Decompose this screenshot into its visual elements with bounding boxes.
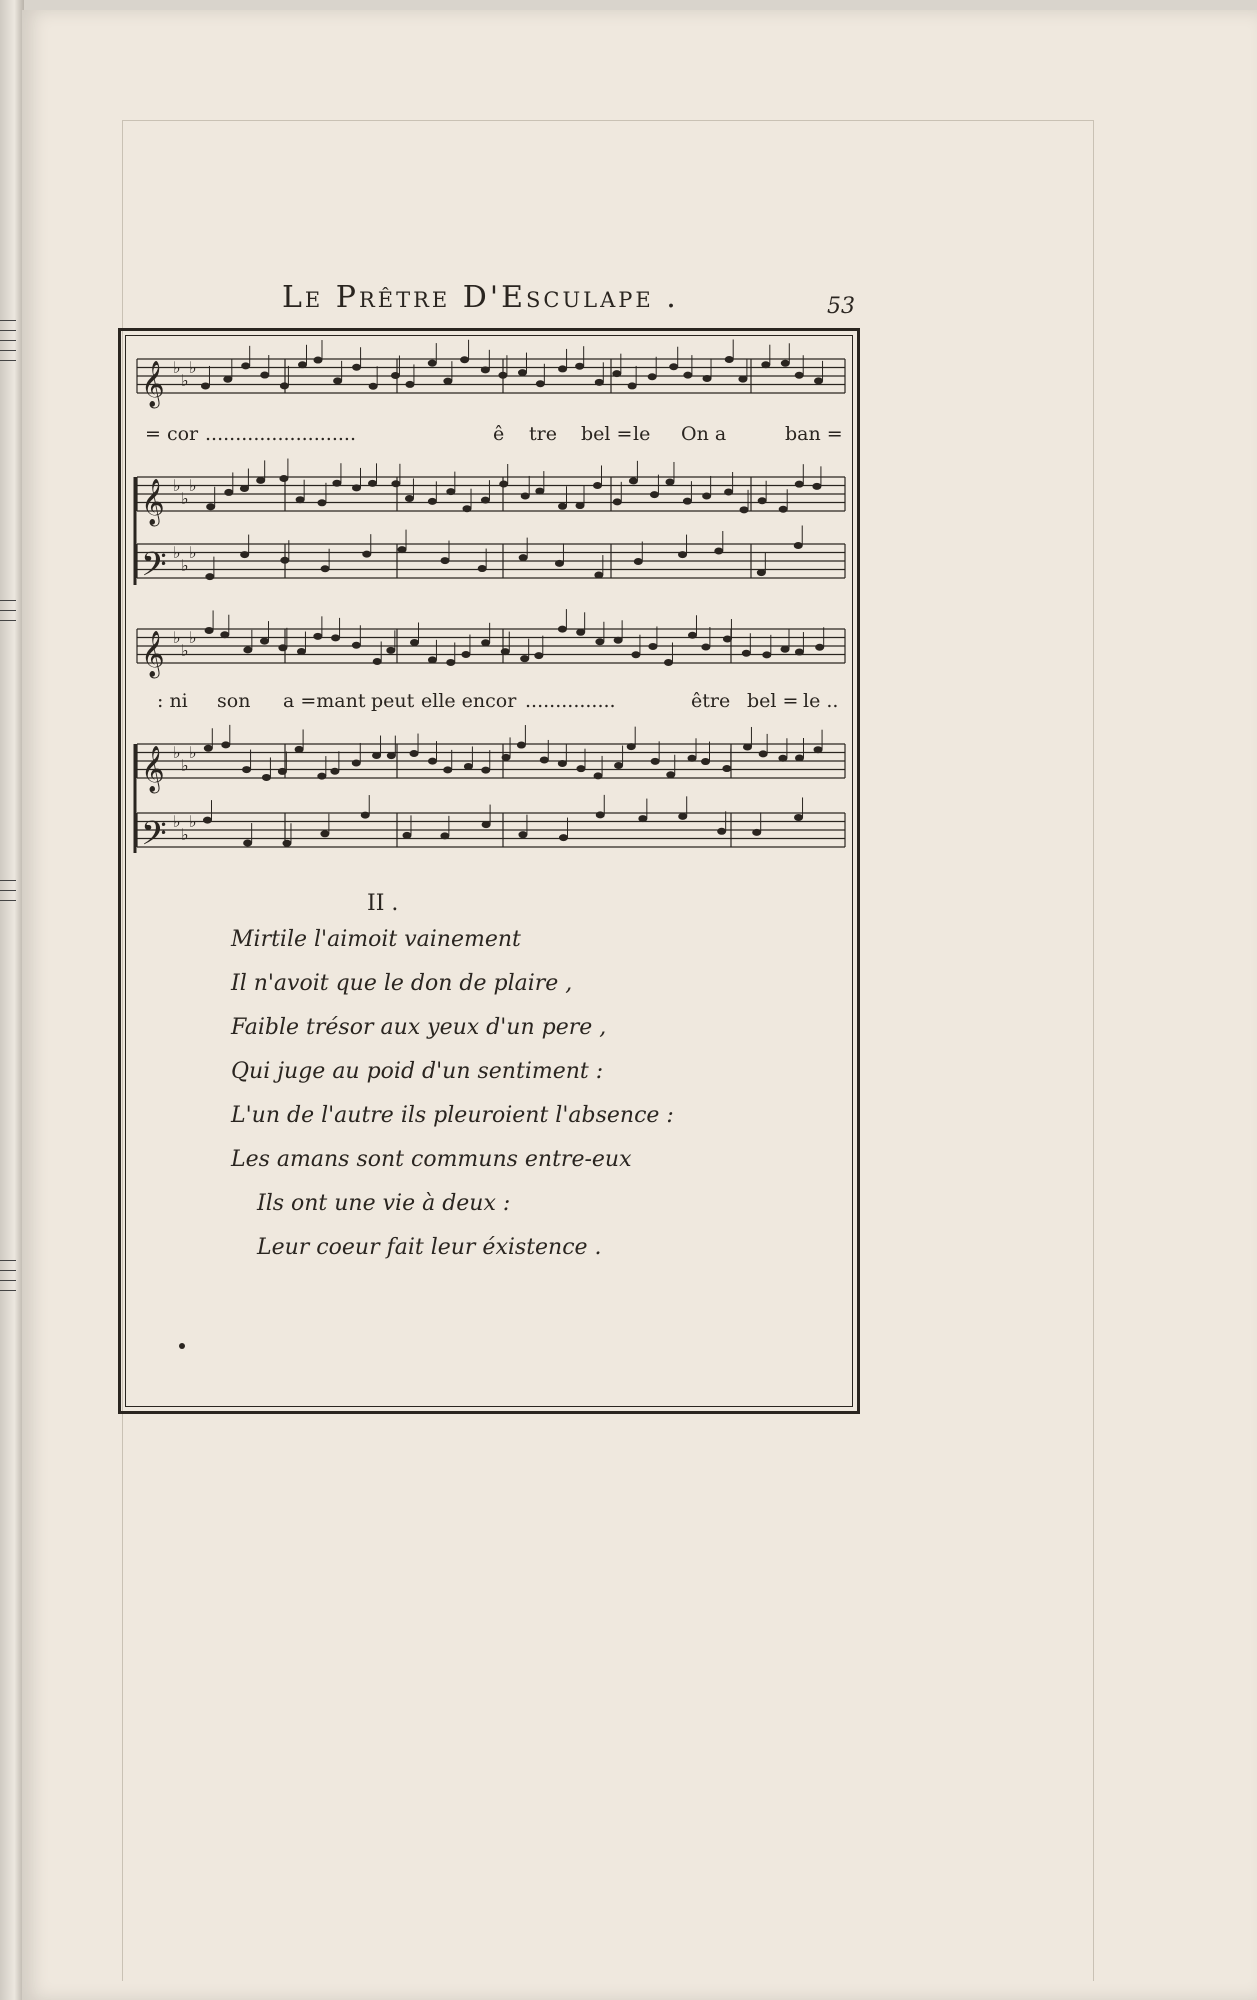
note-head <box>595 572 603 578</box>
note-head <box>576 363 584 369</box>
note-head <box>519 832 527 838</box>
lyric-syllable: le <box>633 423 651 445</box>
note-head <box>648 374 656 380</box>
note-head <box>297 649 305 655</box>
note-head <box>753 829 761 835</box>
note-head <box>478 566 486 572</box>
verse-number: II . <box>367 891 399 916</box>
note-head <box>353 364 361 370</box>
note-head <box>594 773 602 779</box>
note-head <box>679 813 687 819</box>
note-head <box>795 649 803 655</box>
verse-line: Faible trésor aux yeux d'un pere , <box>231 1015 607 1040</box>
note-head <box>703 493 711 499</box>
adjacent-page-edge <box>0 0 24 2000</box>
note-head <box>314 357 322 363</box>
note-head <box>540 757 548 763</box>
note-head <box>795 755 803 761</box>
note-head <box>203 817 211 823</box>
note-head <box>576 503 584 509</box>
note-head <box>321 831 329 837</box>
note-head <box>759 751 767 757</box>
note-head <box>559 503 567 509</box>
note-head <box>331 768 339 774</box>
verse-line: Ils ont une vie à deux : <box>257 1191 511 1216</box>
note-head <box>501 649 509 655</box>
note-head <box>224 376 232 382</box>
flat-sign: ♭ <box>189 628 197 648</box>
note-head <box>781 646 789 652</box>
note-head <box>352 760 360 766</box>
lyric-syllable: son <box>217 690 251 712</box>
lyric-syllable: bel = <box>581 423 633 445</box>
note-head <box>206 574 214 580</box>
flat-sign: ♭ <box>181 755 189 775</box>
lyric-syllable: ê <box>493 423 505 445</box>
note-head <box>261 372 269 378</box>
note-head <box>279 645 287 651</box>
clef-symbol: 𝄞 <box>141 746 165 792</box>
note-head <box>441 833 449 839</box>
note-head <box>201 383 209 389</box>
note-head <box>318 773 326 779</box>
note-heads <box>201 339 823 846</box>
note-head <box>684 372 692 378</box>
note-head <box>428 657 436 663</box>
clef-symbol: 𝄞 <box>141 361 165 407</box>
lyric-syllable: elle encor <box>421 690 517 712</box>
lyric-dots: ............... <box>525 690 616 712</box>
note-head <box>813 483 821 489</box>
note-head <box>614 637 622 643</box>
flat-sign: ♭ <box>173 743 181 763</box>
flat-sign: ♭ <box>173 812 181 832</box>
note-head <box>718 828 726 834</box>
note-head <box>398 547 406 553</box>
note-head <box>463 506 471 512</box>
flat-sign: ♭ <box>181 640 189 660</box>
note-head <box>482 822 490 828</box>
clef-symbol: 𝄢 <box>141 815 167 861</box>
clef-symbol: 𝄞 <box>141 479 165 525</box>
note-head <box>332 635 340 641</box>
note-head <box>225 489 233 495</box>
note-head <box>535 653 543 659</box>
lyric-syllable: : ni <box>157 690 188 712</box>
note-head <box>441 558 449 564</box>
note-head <box>779 755 787 761</box>
note-head <box>559 366 567 372</box>
note-head <box>715 548 723 554</box>
note-head <box>373 753 381 759</box>
note-head <box>242 363 250 369</box>
flat-sign: ♭ <box>173 358 181 378</box>
note-head <box>296 497 304 503</box>
note-head <box>207 504 215 510</box>
note-head <box>369 480 377 486</box>
note-head <box>629 478 637 484</box>
note-head <box>318 500 326 506</box>
note-head <box>670 364 678 370</box>
verse-line: Qui juge au poid d'un sentiment : <box>231 1059 604 1084</box>
note-head <box>795 481 803 487</box>
note-head <box>688 632 696 638</box>
note-head <box>613 371 621 377</box>
note-head <box>481 497 489 503</box>
lyric-syllable: On a <box>681 423 727 445</box>
note-head <box>815 378 823 384</box>
verse-line: Il n'avoit que le don de plaire , <box>231 971 573 996</box>
note-head <box>521 493 529 499</box>
note-head <box>740 507 748 513</box>
lyric-syllable: peut <box>371 690 415 712</box>
note-head <box>482 640 490 646</box>
note-head <box>683 498 691 504</box>
note-head <box>261 638 269 644</box>
note-head <box>723 636 731 642</box>
note-head <box>447 489 455 495</box>
flat-sign: ♭ <box>181 488 189 508</box>
note-head <box>536 488 544 494</box>
flat-sign: ♭ <box>189 743 197 763</box>
note-head <box>392 481 400 487</box>
running-head <box>262 272 862 322</box>
note-head <box>743 744 751 750</box>
note-head <box>763 652 771 658</box>
note-head <box>444 767 452 773</box>
note-head <box>464 763 472 769</box>
note-head <box>363 551 371 557</box>
lyric-syllable: bel = <box>747 690 799 712</box>
note-head <box>649 643 657 649</box>
note-head <box>558 626 566 632</box>
note-head <box>333 480 341 486</box>
note-head <box>757 570 765 576</box>
note-head <box>482 767 490 773</box>
note-head <box>369 383 377 389</box>
note-head <box>555 560 563 566</box>
note-head <box>795 372 803 378</box>
note-head <box>615 762 623 768</box>
note-head <box>577 766 585 772</box>
note-head <box>559 835 567 841</box>
note-head <box>816 644 824 650</box>
note-head <box>280 476 288 482</box>
note-head <box>664 659 672 665</box>
engraved-frame <box>118 328 860 1414</box>
note-head <box>278 768 286 774</box>
note-head <box>361 812 369 818</box>
note-head <box>702 644 710 650</box>
note-head <box>795 814 803 820</box>
ink-mark <box>179 1343 185 1349</box>
note-head <box>666 479 674 485</box>
note-head <box>521 656 529 662</box>
note-head <box>688 755 696 761</box>
note-head <box>596 812 604 818</box>
note-head <box>314 633 322 639</box>
note-head <box>518 370 526 376</box>
note-head <box>723 766 731 772</box>
lyric-syllable: = cor <box>145 423 199 445</box>
note-head <box>519 555 527 561</box>
note-head <box>221 632 229 638</box>
note-head <box>499 372 507 378</box>
note-head <box>634 558 642 564</box>
lyric-syllable: être <box>691 690 731 712</box>
note-head <box>536 381 544 387</box>
note-head <box>403 832 411 838</box>
note-head <box>204 745 212 751</box>
verse <box>231 891 751 1311</box>
verse-line: Leur coeur fait leur éxistence . <box>257 1235 602 1260</box>
flat-sign: ♭ <box>181 370 189 390</box>
note-head <box>739 376 747 382</box>
note-head <box>517 742 525 748</box>
flat-sign: ♭ <box>173 476 181 496</box>
note-head <box>429 758 437 764</box>
note-head <box>257 477 265 483</box>
note-head <box>758 498 766 504</box>
note-head <box>387 753 395 759</box>
note-head <box>387 647 395 653</box>
note-head <box>262 774 270 780</box>
note-head <box>410 751 418 757</box>
note-head <box>651 758 659 764</box>
note-head <box>243 767 251 773</box>
note-head <box>639 816 647 822</box>
note-head <box>502 754 510 760</box>
note-head <box>596 639 604 645</box>
note-head <box>240 486 248 492</box>
verse-line: L'un de l'autre ils pleuroient l'absence : <box>231 1103 674 1128</box>
note-head <box>373 658 381 664</box>
note-head <box>703 375 711 381</box>
lyric-dots: ......................... <box>205 423 356 445</box>
note-head <box>461 357 469 363</box>
note-head <box>781 360 789 366</box>
clef-symbol: 𝄢 <box>141 546 167 592</box>
clef-symbol: 𝄞 <box>141 631 165 677</box>
note-head <box>428 360 436 366</box>
note-head <box>779 506 787 512</box>
note-head <box>627 744 635 750</box>
note-head <box>814 747 822 753</box>
music-score <box>131 339 851 879</box>
lyric-syllable: a =mant <box>283 690 366 712</box>
note-head <box>628 383 636 389</box>
page <box>22 10 1257 2000</box>
verse-line: Les amans sont communs entre-eux <box>231 1147 632 1172</box>
note-head <box>577 629 585 635</box>
flat-sign: ♭ <box>173 543 181 563</box>
note-head <box>222 742 230 748</box>
note-head <box>241 552 249 558</box>
flat-sign: ♭ <box>189 358 197 378</box>
note-head <box>462 652 470 658</box>
note-head <box>428 498 436 504</box>
note-head <box>444 378 452 384</box>
flat-sign: ♭ <box>189 812 197 832</box>
note-head <box>702 759 710 765</box>
note-head <box>762 362 770 368</box>
note-head <box>352 642 360 648</box>
note-head <box>405 495 413 501</box>
flat-sign: ♭ <box>181 824 189 844</box>
flat-sign: ♭ <box>181 555 189 575</box>
flat-sign: ♭ <box>189 543 197 563</box>
page-number: 53 <box>827 294 855 319</box>
note-head <box>244 647 252 653</box>
note-head <box>205 627 213 633</box>
note-head <box>411 640 419 646</box>
note-head <box>794 542 802 548</box>
flat-sign: ♭ <box>173 628 181 648</box>
note-head <box>283 840 291 846</box>
note-head <box>281 557 289 563</box>
note-head <box>613 499 621 505</box>
page-title: Le Prêtre D'Esculape . <box>282 280 679 315</box>
note-head <box>667 772 675 778</box>
lyric-syllable: ban = <box>785 423 843 445</box>
note-head <box>558 760 566 766</box>
flat-sign: ♭ <box>189 476 197 496</box>
note-head <box>334 378 342 384</box>
note-head <box>725 356 733 362</box>
lyric-syllable: tre <box>529 423 557 445</box>
note-head <box>500 481 508 487</box>
note-head <box>298 362 306 368</box>
note-head <box>725 489 733 495</box>
note-head <box>447 659 455 665</box>
lyric-syllable: le .. <box>803 690 839 712</box>
note-head <box>650 492 658 498</box>
note-head <box>391 373 399 379</box>
note-head <box>295 746 303 752</box>
note-head <box>481 367 489 373</box>
note-head <box>593 482 601 488</box>
note-head <box>679 552 687 558</box>
note-head <box>352 485 360 491</box>
note-head <box>595 379 603 385</box>
note-head <box>244 840 252 846</box>
note-head <box>742 650 750 656</box>
note-head <box>280 383 288 389</box>
verse-line: Mirtile l'aimoit vainement <box>231 927 521 952</box>
note-head <box>321 566 329 572</box>
note-head <box>632 652 640 658</box>
note-head <box>406 381 414 387</box>
